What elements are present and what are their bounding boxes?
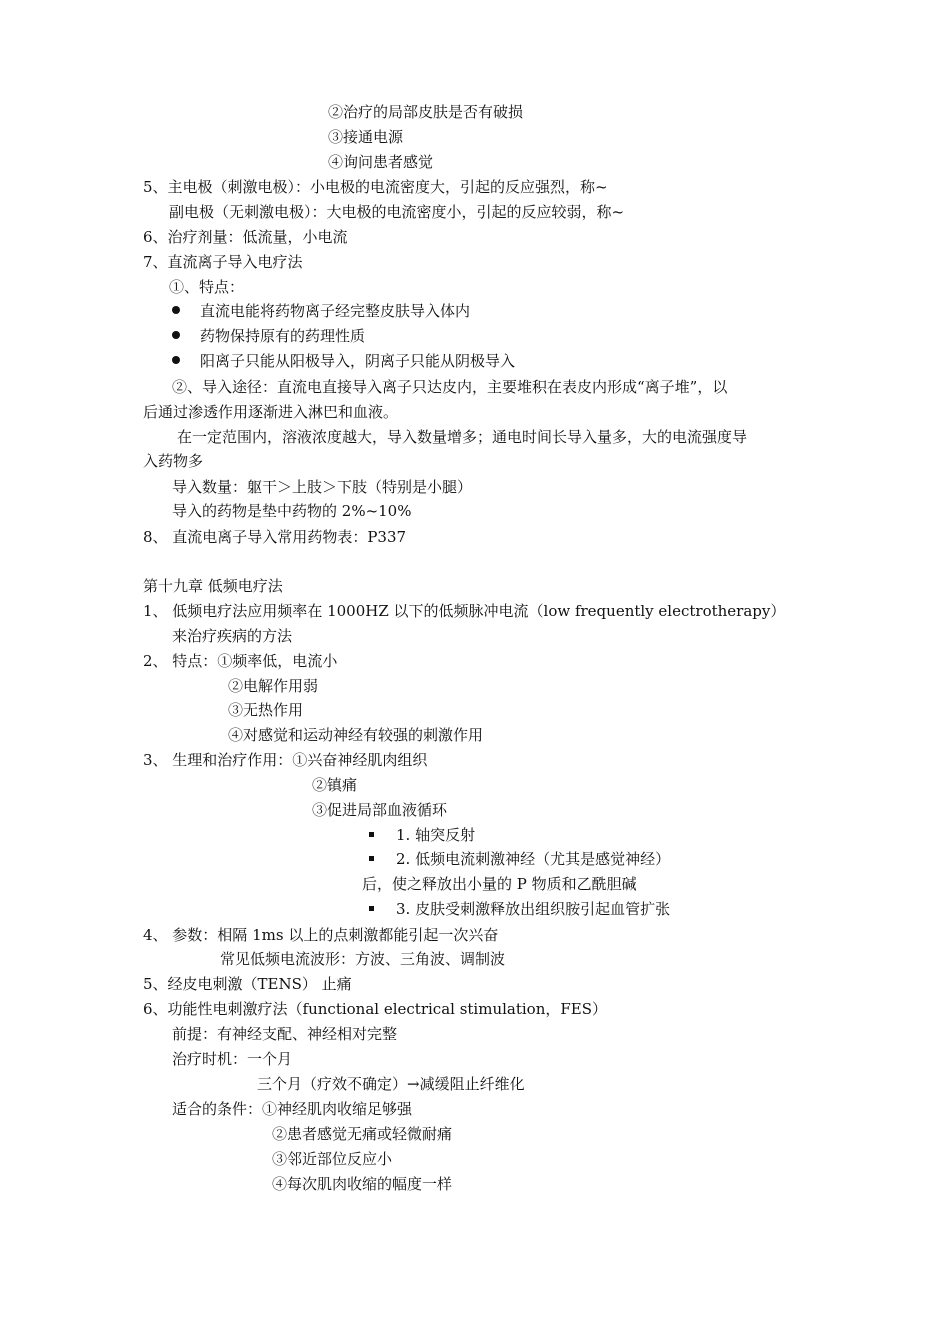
sub-item: 3. 皮肤受刺激释放出组织胺引起血管扩张: [369, 899, 670, 919]
sub-item: 2. 低频电流刺激神经（尤其是感觉神经）: [369, 849, 670, 869]
text-line: 3、 生理和治疗作用：①兴奋神经肌肉组织: [143, 751, 428, 769]
text-line: 后，使之释放出小量的 P 物质和乙酰胆碱: [362, 875, 637, 893]
text-line: ②电解作用弱: [228, 677, 319, 695]
text-line: 导入数量：躯干＞上肢＞下肢（特别是小腿）: [172, 478, 473, 496]
text-line: ②镇痛: [312, 776, 358, 794]
bullet-item: 直流电能将药物离子经完整皮肤导入体内: [172, 301, 470, 321]
text-line: 8、 直流电离子导入常用药物表：P337: [143, 528, 407, 546]
text-line: 6、功能性电刺激疗法（functional electrical stimulation，FES）: [143, 1000, 607, 1018]
text-line: ②、导入途径：直流电直接导入离子只达皮内，主要堆积在表皮内形成“离子堆”，以: [172, 378, 728, 396]
text-line: ②治疗的局部皮肤是否有破损: [328, 103, 524, 121]
text-line: 来治疗疾病的方法: [172, 627, 293, 645]
text-line: 4、 参数：相隔 1ms 以上的点刺激都能引起一次兴奋: [143, 926, 499, 944]
text-line: ③邻近部位反应小: [272, 1150, 393, 1168]
text-line: 副电极（无刺激电极）：大电极的电流密度小，引起的反应较弱，称~: [169, 203, 625, 221]
text-line: 导入的药物是垫中药物的 2%~10%: [172, 502, 412, 520]
text-line: ③无热作用: [228, 701, 304, 719]
text-line: ③促进局部血液循环: [312, 801, 448, 819]
text-line: 前提：有神经支配、神经相对完整: [172, 1025, 398, 1043]
sub-item: 1. 轴突反射: [369, 825, 475, 845]
chapter-title: 第十九章 低频电疗法: [143, 577, 283, 595]
text-line: 1、 低频电疗法应用频率在 1000HZ 以下的低频脉冲电流（low frequently electrotherapy）: [143, 602, 786, 620]
text-line: 6、治疗剂量：低流量，小电流: [143, 228, 348, 246]
text-line: ①、特点：: [169, 278, 245, 296]
text-line: ③接通电源: [328, 128, 404, 146]
text-line: ②患者感觉无痛或轻微耐痛: [272, 1125, 453, 1143]
bullet-item: 阳离子只能从阳极导入，阴离子只能从阴极导入: [172, 351, 515, 371]
text-line: ④每次肌肉收缩的幅度一样: [272, 1175, 453, 1193]
text-line: 常见低频电流波形：方波、三角波、调制波: [220, 950, 506, 968]
text-line: 7、直流离子导入电疗法: [143, 253, 303, 271]
text-line: 三个月（疗效不确定）→减缓阻止纤维化: [257, 1075, 525, 1093]
text-line: 入药物多: [143, 452, 204, 470]
bullet-item: 药物保持原有的药理性质: [172, 326, 365, 346]
text-line: 适合的条件：①神经肌肉收缩足够强: [172, 1100, 413, 1118]
text-line: 5、经皮电刺激（TENS） 止痛: [143, 975, 352, 993]
text-line: 后通过渗透作用逐渐进入淋巴和血液。: [143, 403, 399, 421]
text-line: 2、 特点：①频率低，电流小: [143, 652, 338, 670]
text-line: ④询问患者感觉: [328, 153, 434, 171]
text-line: 5、主电极（刺激电极）：小电极的电流密度大，引起的反应强烈，称~: [143, 178, 608, 196]
text-line: 治疗时机：一个月: [172, 1050, 293, 1068]
text-line: 在一定范围内，溶液浓度越大，导入数量增多；通电时间长导入量多，大的电流强度导: [177, 428, 748, 446]
text-line: ④对感觉和运动神经有较强的刺激作用: [228, 726, 484, 744]
